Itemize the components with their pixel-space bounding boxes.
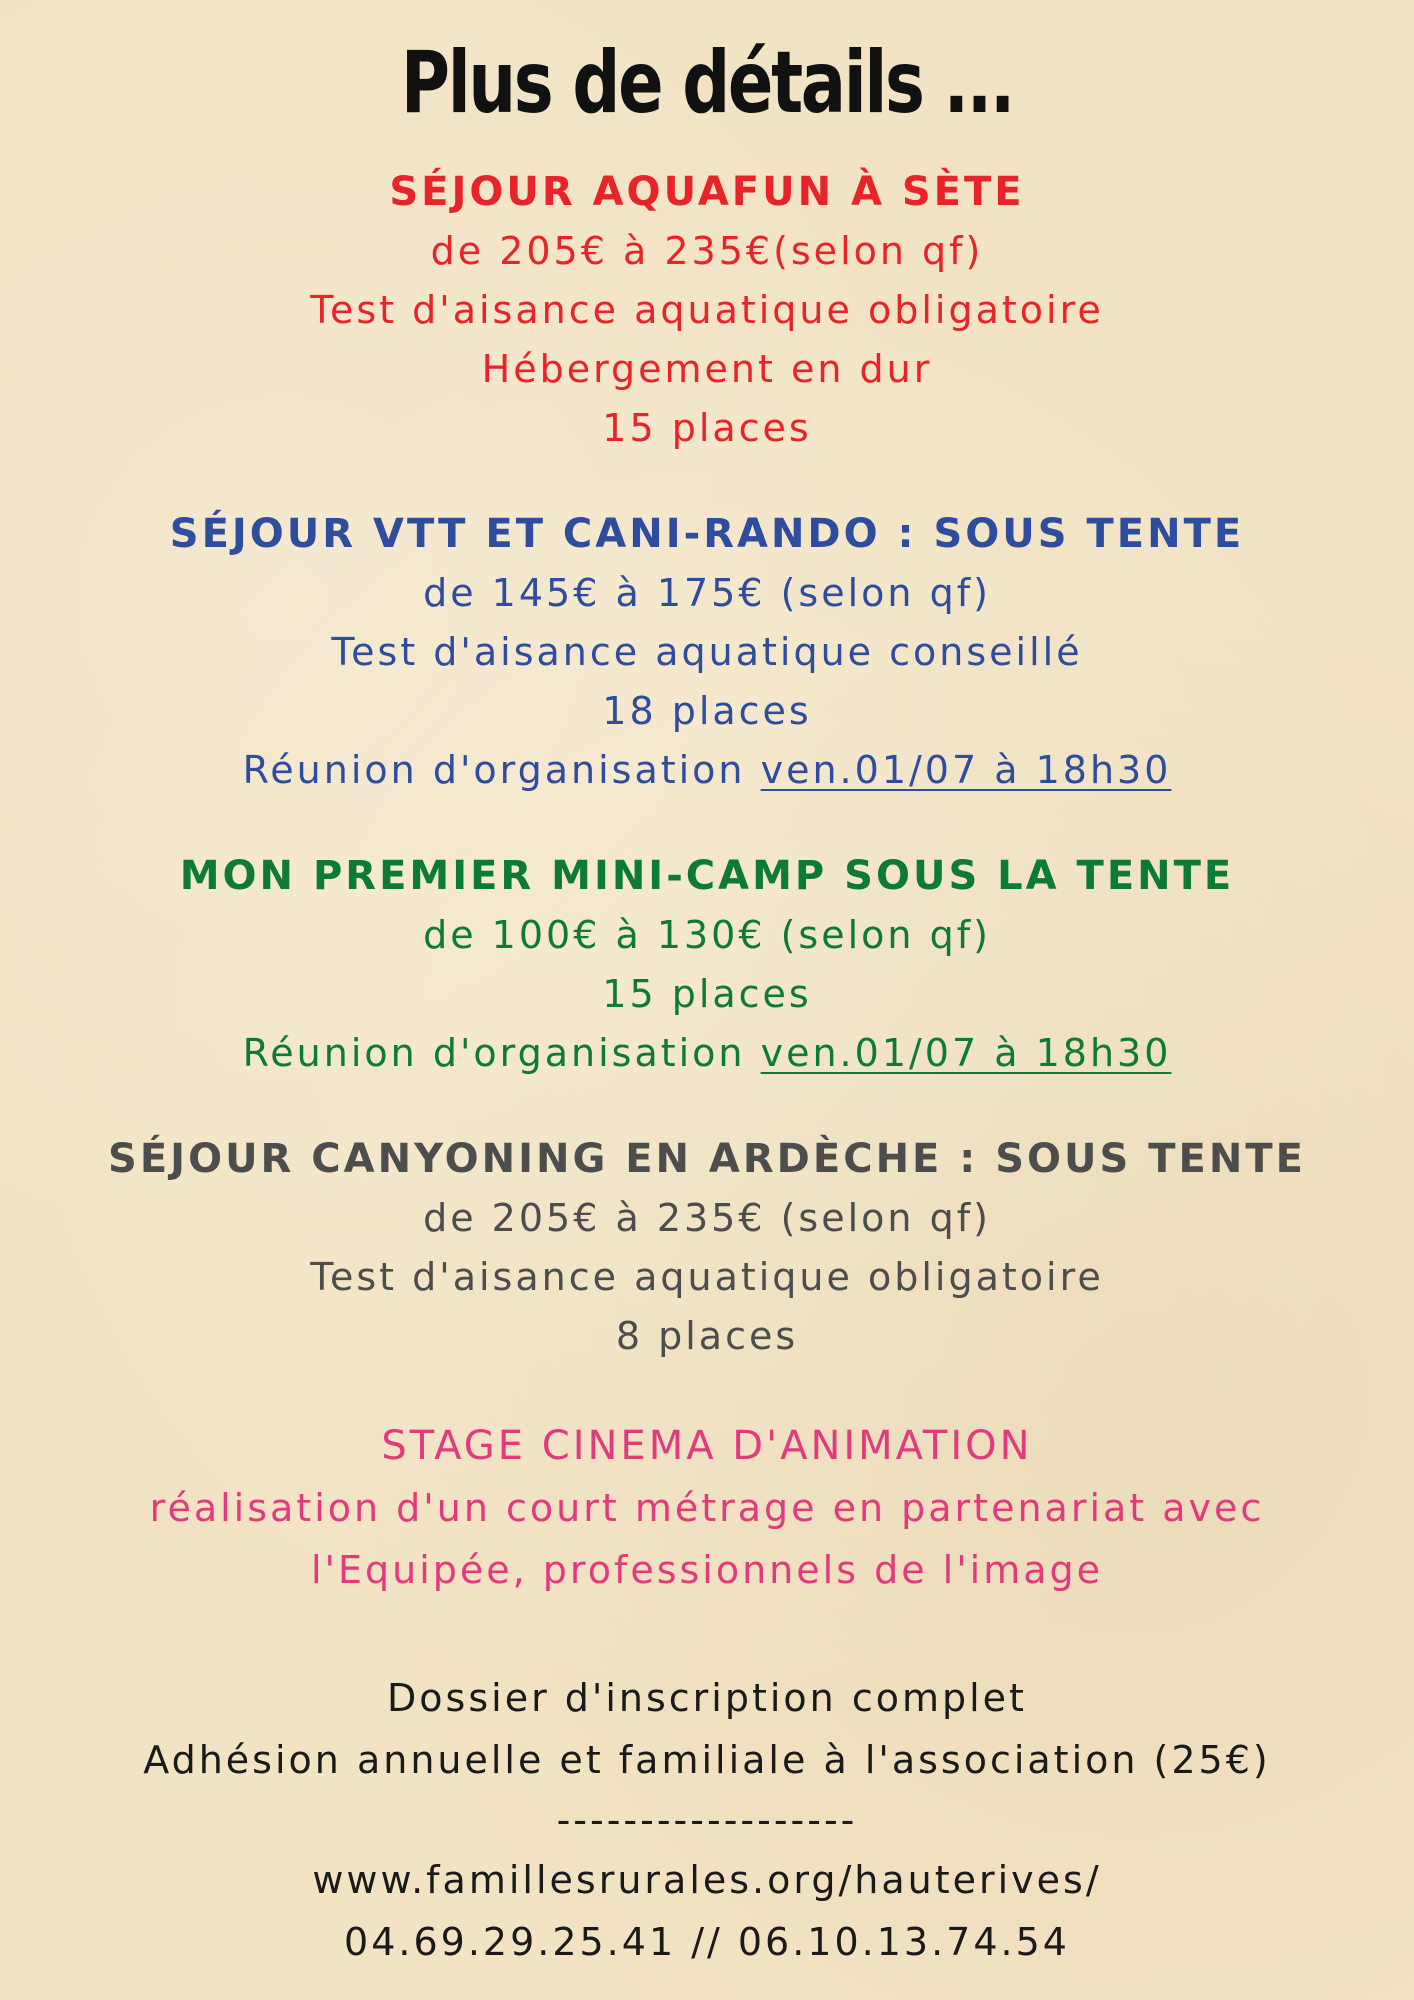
sejour-aquafun-places: 15 places — [602, 406, 812, 450]
sejour-vtt-test: Test d'aisance aquatique conseillé — [331, 630, 1083, 674]
stage-cinema-line-2: l'Equipée, professionnels de l'image — [310, 1548, 1104, 1592]
stage-cinema — [0, 1415, 1414, 1601]
sejour-vtt-meeting-label: Réunion d'organisation — [242, 748, 761, 792]
sejour-mini-camp-price: de 100€ à 130€ (selon qf) — [423, 913, 991, 957]
sejour-aquafun-price: de 205€ à 235€(selon qf) — [430, 229, 984, 273]
sejour-canyoning-price: de 205€ à 235€ (selon qf) — [423, 1196, 991, 1240]
sejour-canyoning-places: 8 places — [615, 1314, 799, 1358]
sejour-mini-camp-meeting-label: Réunion d'organisation — [242, 1031, 761, 1075]
sejour-mini-camp — [0, 847, 1414, 1083]
sejour-aquafun — [0, 163, 1414, 458]
stage-cinema-line-1: réalisation d'un court métrage en partenariat avec — [149, 1486, 1265, 1530]
footer-separator: ------------------ — [556, 1798, 858, 1842]
footer-website-link[interactable]: www.famillesrurales.org/hauterives/ — [312, 1858, 1102, 1902]
footer-dossier: Dossier d'inscription complet — [387, 1676, 1027, 1720]
sejour-mini-camp-places: 15 places — [602, 972, 812, 1016]
sejour-vtt-places: 18 places — [602, 689, 812, 733]
sejour-aquafun-test: Test d'aisance aquatique obligatoire — [310, 288, 1104, 332]
stage-cinema-heading: STAGE CINEMA D'ANIMATION — [381, 1423, 1033, 1469]
sejour-canyoning — [0, 1130, 1414, 1366]
sejour-vtt-heading: SÉJOUR VTT ET CANI-RANDO : SOUS TENTE — [169, 511, 1245, 557]
sejour-vtt-meeting-date: ven.01/07 à 18h30 — [760, 748, 1172, 792]
footer-adhesion: Adhésion annuelle et familiale à l'association (25€) — [143, 1738, 1271, 1782]
sejour-canyoning-test: Test d'aisance aquatique obligatoire — [310, 1255, 1104, 1299]
footer-phones: 04.69.29.25.41 // 06.10.13.74.54 — [344, 1920, 1070, 1964]
sejour-aquafun-hebergement: Hébergement en dur — [481, 347, 933, 391]
sejour-mini-camp-heading: MON PREMIER MINI-CAMP SOUS LA TENTE — [179, 853, 1235, 899]
sejour-canyoning-heading: SÉJOUR CANYONING EN ARDÈCHE : SOUS TENTE — [108, 1136, 1306, 1182]
sejour-mini-camp-meeting — [0, 1024, 1414, 1083]
sejour-vtt-price: de 145€ à 175€ (selon qf) — [423, 571, 991, 615]
page-title: Plus de détails ... — [400, 33, 1014, 133]
footer-info — [0, 1667, 1414, 1973]
sejour-mini-camp-meeting-date: ven.01/07 à 18h30 — [760, 1031, 1172, 1075]
sejour-vtt — [0, 505, 1414, 800]
sejour-aquafun-heading: SÉJOUR AQUAFUN À SÈTE — [389, 169, 1025, 215]
sejour-vtt-meeting — [0, 741, 1414, 800]
